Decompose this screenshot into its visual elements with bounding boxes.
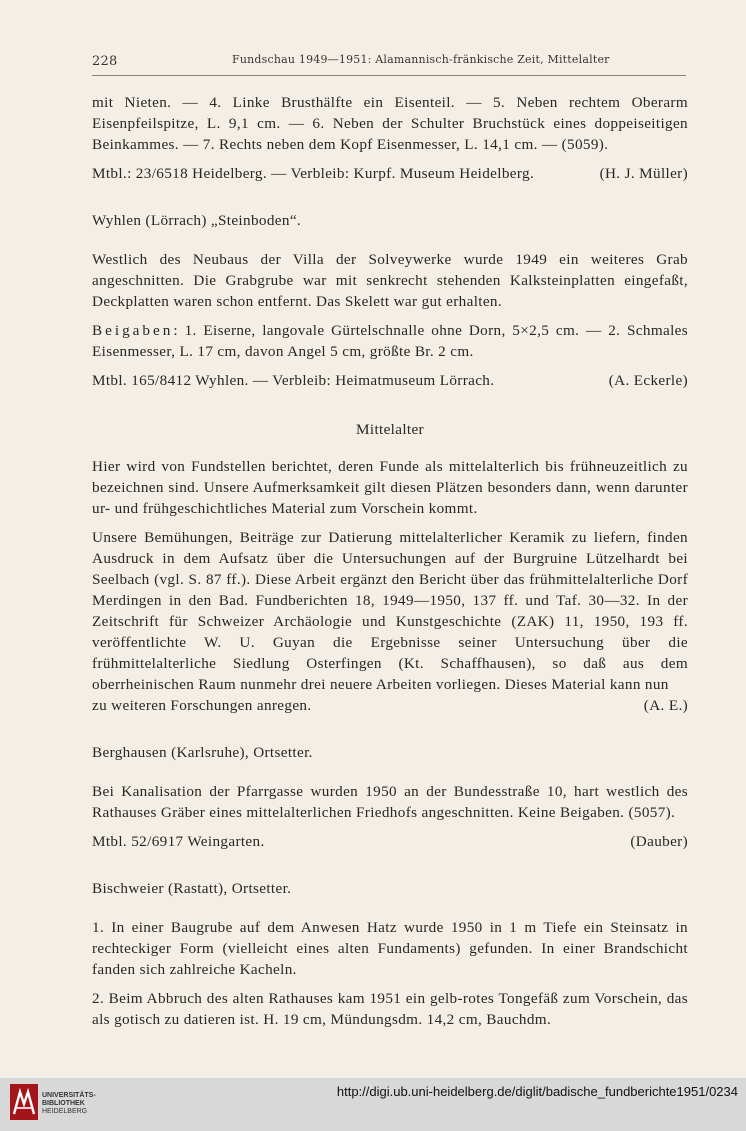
site-detail: (Rastatt), Ortsetter. — [163, 880, 292, 897]
author-signature: (H. J. Müller) — [599, 165, 688, 182]
footer-bar — [0, 1078, 746, 1131]
library-line: BIBLIOTHEK — [42, 1100, 85, 1107]
page-body — [92, 92, 688, 1038]
site-heading-bischweier — [92, 878, 688, 899]
map-reference — [92, 831, 688, 852]
paragraph: mit Nieten. — 4. Linke Brusthälfte ein Eisenteil. — 5. Neben rechtem Oberarm Eisenpfeilspitze, L. 9,1 cm. — 6. Neben der Schulter Bruchstück eines doppeiseitigen Beinkammes. — 7. Rechts neben dem Kopf Eisenmesser, L. 14,1 cm. — (5059). — [92, 94, 688, 153]
site-name: Bischweier — [92, 880, 164, 897]
running-title: Fundschau 1949—1951: Alamannisch-fränkische Zeit, Mittelalter — [232, 53, 610, 66]
header-divider — [92, 75, 686, 76]
site-name: Berghausen — [92, 744, 167, 761]
site-detail: (Lörrach) „Steinboden“. — [141, 212, 302, 229]
site-name: Wyhlen — [92, 212, 142, 229]
source-url-link[interactable]: http://digi.ub.uni-heidelberg.de/diglit/badische_fundberichte1951/0234 — [336, 1084, 738, 1099]
library-logo-icon — [10, 1084, 38, 1120]
paragraph-end — [92, 695, 688, 716]
site-heading-wyhlen — [92, 210, 688, 231]
map-reference-text: Mtbl. 52/6917 Weingarten. — [92, 833, 265, 850]
paragraph-last-line: zu weiteren Forschungen anregen. — [92, 697, 312, 714]
library-name — [42, 1092, 96, 1116]
map-reference — [92, 370, 688, 391]
grave-goods-text: : 1. Eiserne, langovale Gürtelschnalle ohne Dorn, 5×2,5 cm. — 2. Schmales Eisenmesser, L. 17 cm, davon Angel 5 cm, größte Br. 2 cm. — [92, 322, 688, 360]
paragraph: Hier wird von Fundstellen berichtet, deren Funde als mittelalterlich bis frühneuzeitlich zu bezeichnen sind. Unsere Aufmerksamkeit gilt diesen Plätzen besonders dann, wenn darunter ur- und frühgeschichtliches Material zum Vorschein kommt. — [92, 458, 688, 517]
map-reference-text: Mtbl.: 23/6518 Heidelberg. — Verbleib: Kurpf. Museum Heidelberg. — [92, 165, 535, 182]
author-signature: (A. Eckerle) — [608, 372, 688, 389]
site-heading-berghausen — [92, 742, 688, 763]
author-signature: (A. E.) — [643, 697, 688, 714]
grave-goods-label: Beigaben — [92, 322, 174, 339]
paragraph: Westlich des Neubaus der Villa der Solveywerke wurde 1949 ein weiteres Grab angeschnitten. Die Grabgrube war mit senkrecht stehenden Kalksteinplatten eingefaßt, Deckplatten waren schon entfernt. Das Skelett war gut erhalten. — [92, 251, 688, 310]
paragraph: 2. Beim Abbruch des alten Rathauses kam 1951 ein gelb-rotes Tongefäß zum Vorschein, das als gotisch zu datieren ist. H. 19 cm, Mündungsdm. 14,2 cm, Bauchdm. — [92, 990, 688, 1028]
paragraph: Unsere Bemühungen, Beiträge zur Datierung mittelalterlicher Keramik zu liefern, finden Ausdruck in dem Aufsatz über die Untersuchungen auf der Burgruine Lützelhardt bei Seelbach (vgl. S. 87 ff.). Diese Arbeit ergänzt den Bericht über das frühmittelalterliche Dorf Merdingen in den Bad. Fundberichten 18, 1949—1950, 137 ff. und Taf. 30—32. In der Zeitschrift für Schweizer Archäologie und Kunstgeschichte (ZAK) 11, 1950, 193 ff. veröffentlichte W. U. Guyan die Ergebnisse seiner Untersuchung über die frühmittelalterliche Siedlung Osterfingen (Kt. Schaffhausen), so daß aus dem oberrheinischen Raum nunmehr drei neuere Arbeiten vorliegen. Dieses Material kann nun — [92, 529, 688, 693]
paragraph: 1. In einer Baugrube auf dem Anwesen Hatz wurde 1950 in 1 m Tiefe ein Steinsatz in rechteckiger Form (vielleicht eines alten Fundaments) gefunden. In einer Brandschicht fanden sich zahlreiche Kacheln. — [92, 919, 688, 978]
section-heading: Mittelalter — [356, 421, 424, 438]
page-number: 228 — [92, 54, 118, 69]
map-reference — [92, 163, 688, 184]
library-line: UNIVERSITÄTS- — [42, 1092, 96, 1099]
paragraph-grave-goods — [92, 320, 688, 362]
site-detail: (Karlsruhe), Ortsetter. — [166, 744, 313, 761]
author-signature: (Dauber) — [630, 833, 688, 850]
map-reference-text: Mtbl. 165/8412 Wyhlen. — Verbleib: Heimatmuseum Lörrach. — [92, 372, 495, 389]
paragraph: Bei Kanalisation der Pfarrgasse wurden 1950 an der Bundesstraße 10, hart westlich des Rathauses Gräber eines mittelalterlichen Friedhofs angeschnitten. Keine Beigaben. (5057). — [92, 783, 688, 821]
library-line: HEIDELBERG — [42, 1108, 88, 1115]
